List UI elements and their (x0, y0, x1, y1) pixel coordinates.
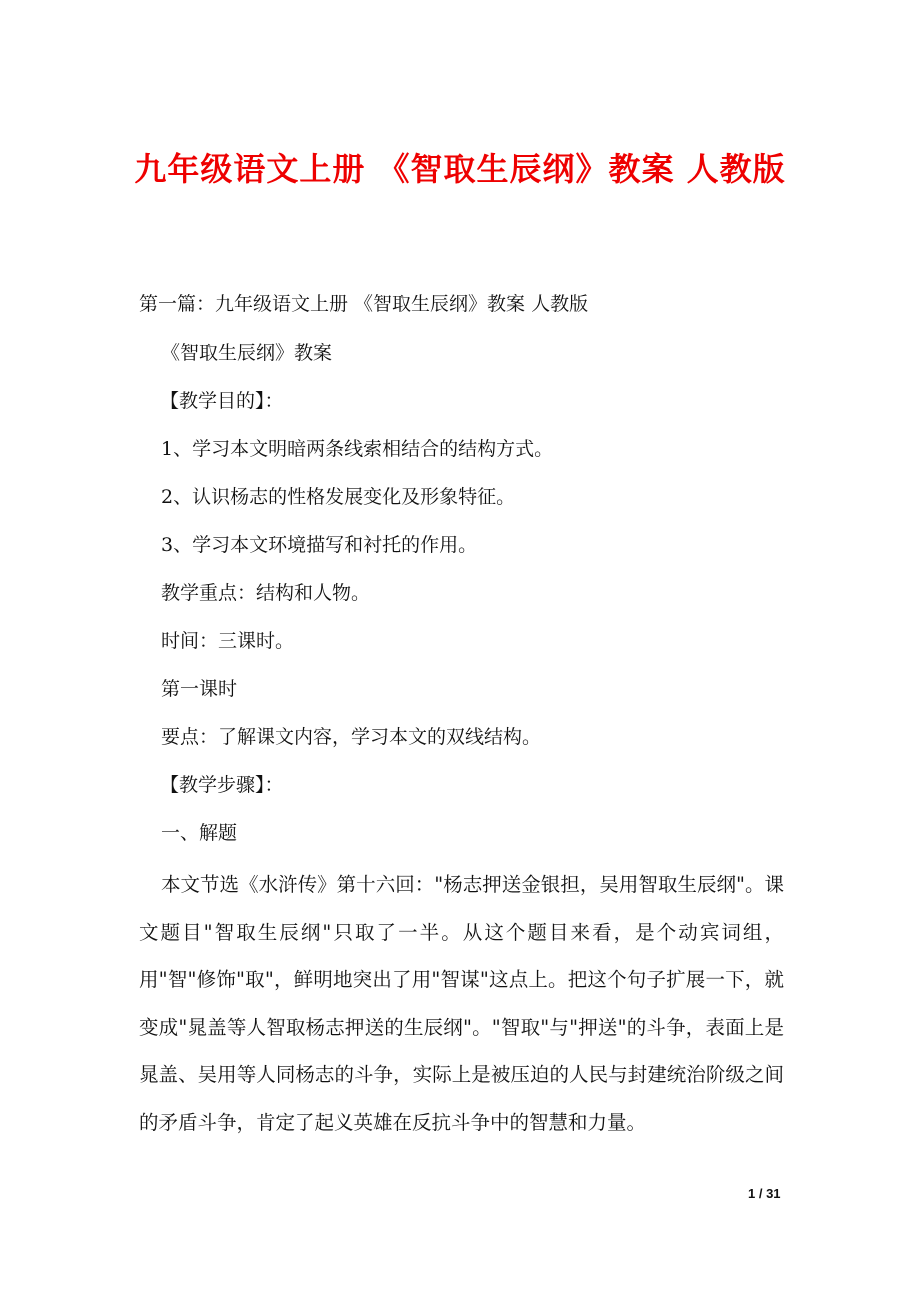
steps-heading: 【教学步骤】： (160, 774, 284, 796)
essentials: 要点：了解课文内容，学习本文的双线结构。 (161, 726, 542, 748)
section-heading: 第一篇：九年级语文上册 《智取生辰纲》教案 人教版 (139, 293, 589, 315)
objective-item: 3、学习本文环境描写和衬托的作用。 (161, 534, 478, 556)
step-one-heading: 一、解题 (161, 822, 238, 844)
objective-item: 1、学习本文明暗两条线索相结合的结构方式。 (161, 438, 554, 460)
first-lesson: 第一课时 (161, 678, 238, 700)
body-paragraph: 本文节选《水浒传》第十六回："杨志押送金银担，吴用智取生辰纲"。课文题目"智取生辰纲"只取了一半。从这个题目来看，是个动宾词组，用"智"修饰"取"，鲜明地突出了用"智谋"这点上。把这个句子扩展一下，就变成"晁盖等人智取杨志押送的生辰纲"。"智取"与"押送"的斗争，表面上是晁盖、吴用等人同杨志的斗争，实际上是被压迫的人民与封建统治阶级之间的矛盾斗争，肯定了起义英雄在反抗斗争中的智慧和力量。 (139, 873, 784, 1134)
key-points: 教学重点：结构和人物。 (161, 582, 371, 604)
objectives-heading: 【教学目的】： (160, 390, 284, 412)
lesson-title: 《智取生辰纲》教案 (161, 342, 333, 364)
time-text: 时间：三课时。 (161, 630, 295, 652)
page-number: 1 / 31 (748, 1186, 781, 1201)
document-title: 九年级语文上册 《智取生辰纲》教案 人教版 (134, 150, 786, 188)
objective-item: 2、认识杨志的性格发展变化及形象特征。 (161, 486, 516, 508)
